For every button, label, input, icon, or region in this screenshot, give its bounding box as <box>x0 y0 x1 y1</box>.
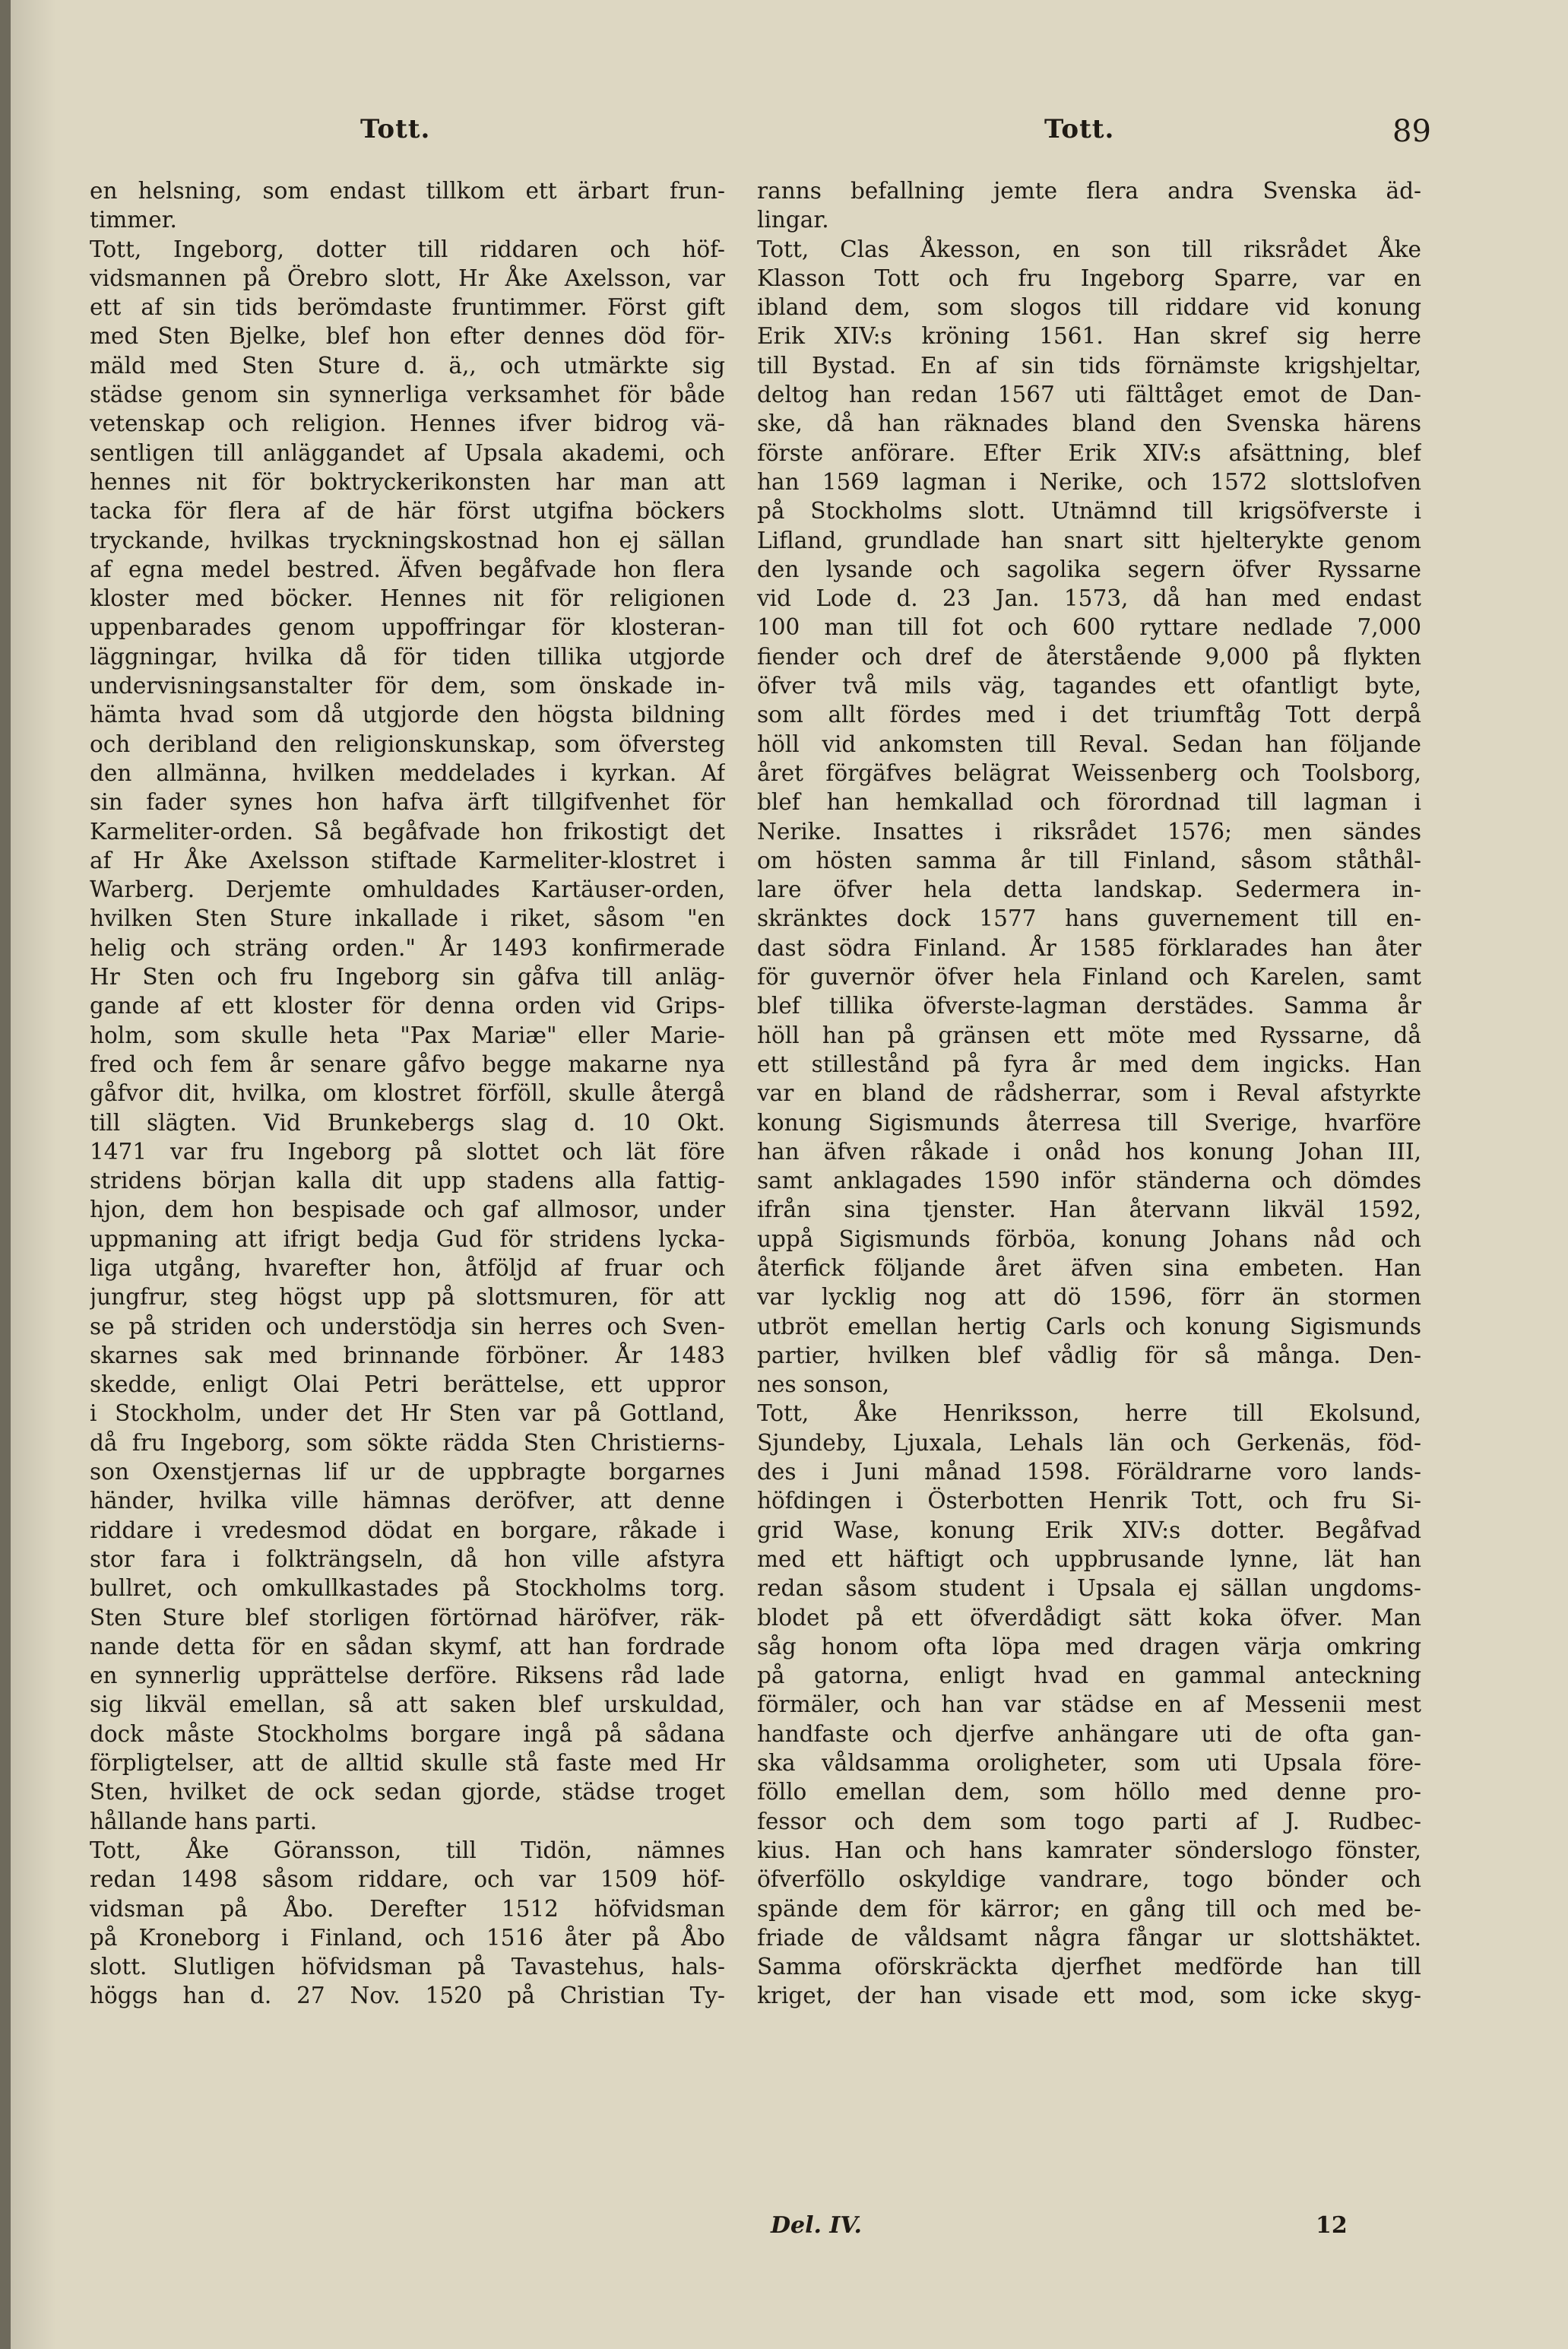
text-line: gande af ett kloster för denna orden vid Grips- <box>90 993 725 1019</box>
text-line: ranns befallning jemte flera andra Svenska äd- <box>757 178 1421 204</box>
text-line: blef han hemkallad och förordnad till lagman i <box>757 789 1421 816</box>
text-line: handfaste och djerfve anhängare uti de ofta gan- <box>757 1720 1421 1747</box>
text-line: ibland dem, som slogos till riddare vid konung <box>757 294 1421 321</box>
text-line: en synnerlig upprättelse derföre. Riksens råd lade <box>90 1663 725 1689</box>
text-line: vid Lode d. 23 Jan. 1573, då han med endast <box>757 585 1421 612</box>
text-line: holm, som skulle heta "Pax Mariæ" eller Marie- <box>90 1022 725 1048</box>
text-line: till slägten. Vid Brunkebergs slag d. 10 Okt. <box>90 1109 725 1136</box>
text-line: stridens början kalla dit upp stadens alla fattig- <box>90 1168 725 1194</box>
page-number: 89 <box>1392 114 1431 149</box>
text-line: året förgäfves belägrat Weissenberg och Toolsborg, <box>757 759 1421 786</box>
text-line: och deribland den religionskunskap, som öfversteg <box>90 731 725 757</box>
text-line: såg honom ofta löpa med dragen värja omkring <box>757 1633 1421 1660</box>
text-line: af Hr Åke Axelsson stiftade Karmeliter-klostret i <box>90 847 725 873</box>
text-line: hållande hans parti. <box>90 1808 318 1834</box>
text-line: fiender och dref de återstående 9,000 på flykten <box>757 643 1421 670</box>
text-line: på gatorna, enligt hvad en gammal anteckning <box>757 1663 1421 1689</box>
text-line: återfick följande året äfven sina embeten. Han <box>757 1254 1421 1281</box>
text-line: liga utgång, hvarefter hon, åtföljd af fruar och <box>90 1254 725 1281</box>
running-head-left: Tott. <box>360 114 431 144</box>
text-line: tryckande, hvilkas tryckningskostnad hon ej sällan <box>90 527 725 553</box>
text-line: lare öfver hela detta landskap. Sedermera in- <box>757 877 1421 903</box>
text-line: sin fader synes hon hafva ärft tillgifvenhet för <box>90 789 725 816</box>
text-line: städse genom sin synnerliga verksamhet för både <box>90 382 725 408</box>
text-line: deltog han redan 1567 uti fälttåget emot de Dan- <box>757 382 1421 408</box>
text-line: Sten Sture blef storligen förtörnad häröfver, räk- <box>90 1604 725 1631</box>
text-line: då fru Ingeborg, som sökte rädda Sten Christierns- <box>90 1429 725 1456</box>
text-line: Erik XIV:s kröning 1561. Han skref sig herre <box>757 323 1421 350</box>
text-line: som allt fördes med i det triumftåg Tott derpå <box>757 702 1421 728</box>
text-line: dock måste Stockholms borgare ingå på sådana <box>90 1720 725 1747</box>
text-line: Lifland, grundlade han snart sitt hjelterykte genom <box>757 527 1421 553</box>
text-line: var lycklig nog att dö 1596, förr än stormen <box>757 1284 1421 1311</box>
text-line: händer, hvilka ville hämnas deröfver, att denne <box>90 1488 725 1514</box>
text-line: Nerike. Insattes i riksrådet 1576; men sändes <box>757 818 1421 845</box>
text-line: af egna medel bestred. Äfven begåfvade hon flera <box>90 556 725 582</box>
right-column <box>757 176 1421 2011</box>
text-line: fred och fem år senare gåfvo begge makarne nya <box>90 1051 725 1077</box>
text-line: skränktes dock 1577 hans guvernement till en- <box>757 905 1421 932</box>
text-line: den allmänna, hvilken meddelades i kyrkan. Af <box>90 759 725 786</box>
text-line: tacka för flera af de här först utgifna böckers <box>90 498 725 525</box>
text-line: läggningar, hvilka då för tiden tillika utgjorde <box>90 643 725 670</box>
text-line: öfverföllo oskyldige vandrare, togo bönder och <box>757 1866 1421 1893</box>
text-line: utbröt emellan hertig Carls och konung Sigismunds <box>757 1313 1421 1339</box>
text-line: Tott, Ingeborg, dotter till riddaren och höf- <box>90 236 725 262</box>
text-line: redan såsom student i Upsala ej sällan ungdoms- <box>757 1575 1421 1602</box>
text-line: slott. Slutligen höfvidsman på Tavastehus, hals- <box>90 1954 725 1980</box>
text-line: samt anklagades 1590 inför ständerna och dömdes <box>757 1168 1421 1194</box>
text-line: skarnes sak med brinnande förböner. År 1483 <box>90 1342 725 1368</box>
text-line: undervisningsanstalter för dem, som önskade in- <box>90 673 725 699</box>
text-line: med Sten Bjelke, blef hon efter dennes död för- <box>90 323 725 350</box>
volume-signature: Del. IV. <box>771 2212 862 2239</box>
text-line: timmer. <box>90 207 177 233</box>
text-line: son Oxenstjernas lif ur de uppbragte borgarnes <box>90 1459 725 1485</box>
text-line: Samma oförskräckta djerfhet medförde han till <box>757 1954 1421 1980</box>
text-line: kloster med böcker. Hennes nit för religionen <box>90 585 725 612</box>
text-line: på Kroneborg i Finland, och 1516 åter på Åbo <box>90 1924 725 1951</box>
text-line: på Stockholms slott. Utnämnd till krigsöfverste i <box>757 498 1421 525</box>
text-line: sentligen till anläggandet af Upsala akademi, och <box>90 439 725 466</box>
left-column <box>90 176 725 2011</box>
text-line: den lysande och sagolika segern öfver Ryssarne <box>757 556 1421 582</box>
text-line: des i Juni månad 1598. Föräldrarne voro lands- <box>757 1459 1421 1485</box>
text-line: kriget, der han visade ett mod, som icke skyg- <box>757 1983 1421 2009</box>
text-line: bullret, och omkullkastades på Stockholms torg. <box>90 1575 725 1602</box>
text-line: Warberg. Derjemte omhuldades Kartäuser-orden, <box>90 877 725 903</box>
text-line: konung Sigismunds återresa till Sverige, hvarföre <box>757 1109 1421 1136</box>
text-line: Tott, Åke Henriksson, herre till Ekolsund, <box>757 1400 1421 1427</box>
text-line: se på striden och understödja sin herres och Sven- <box>90 1313 725 1339</box>
text-line: Sten, hvilket de ock sedan gjorde, städse troget <box>90 1779 725 1805</box>
text-line: med ett häftigt och uppbrusande lynne, lät han <box>757 1545 1421 1572</box>
text-line: vidsman på Åbo. Derefter 1512 höfvidsman <box>90 1895 725 1922</box>
text-line: ifrån sina tjenster. Han återvann likväl 1592, <box>757 1197 1421 1223</box>
text-line: sig likväl emellan, så att saken blef urskuldad, <box>90 1691 725 1718</box>
text-line: Tott, Clas Åkesson, en son till riksrådet Åke <box>757 236 1421 262</box>
text-line: gåfvor dit, hvilka, om klostret förföll, skulle återgå <box>90 1080 725 1107</box>
text-line: dast södra Finland. År 1585 förklarades han åter <box>757 934 1421 961</box>
text-line: riddare i vredesmod dödat en borgare, råkade i <box>90 1517 725 1543</box>
text-line: nande detta för en sådan skymf, att han fordrade <box>90 1633 725 1660</box>
text-line: vidsmannen på Örebro slott, Hr Åke Axelsson, var <box>90 265 725 291</box>
text-line: Hr Sten och fru Ingeborg sin gåfva till anläg- <box>90 964 725 991</box>
text-line: 1471 var fru Ingeborg på slottet och lät före <box>90 1138 725 1165</box>
text-line: han 1569 lagman i Nerike, och 1572 slottslofven <box>757 468 1421 495</box>
text-line: var en bland de rådsherrar, som i Reval afstyrkte <box>757 1080 1421 1107</box>
text-line: helig och sträng orden." År 1493 konfirmerade <box>90 934 725 961</box>
text-line: hvilken Sten Sture inkallade i riket, såsom "en <box>90 905 725 932</box>
text-line: höggs han d. 27 Nov. 1520 på Christian Ty- <box>90 1983 725 2009</box>
text-line: ska våldsamma oroligheter, som uti Upsala före- <box>757 1750 1421 1777</box>
text-line: mäld med Sten Sture d. ä,, och utmärkte sig <box>90 352 725 379</box>
text-line: skedde, enligt Olai Petri berättelse, ett uppror <box>90 1371 725 1398</box>
text-line: Karmeliter-orden. Så begåfvade hon frikostigt det <box>90 818 725 845</box>
text-line: jungfrur, steg högst upp på slottsmuren, för att <box>90 1284 725 1311</box>
text-line: föllo emellan dem, som höllo med denne pro- <box>757 1779 1421 1805</box>
text-line: till Bystad. En af sin tids förnämste krigshjeltar, <box>757 352 1421 379</box>
text-line: hennes nit för boktryckerikonsten har man att <box>90 468 725 495</box>
text-line: blef tillika öfverste-lagman derstädes. Samma år <box>757 993 1421 1019</box>
text-line: 100 man till fot och 600 ryttare nedlade 7,000 <box>757 614 1421 641</box>
text-line: stor fara i folkträngseln, då hon ville afstyra <box>90 1545 725 1572</box>
text-line: redan 1498 såsom riddare, och var 1509 höf- <box>90 1866 725 1893</box>
signature-number: 12 <box>1316 2212 1348 2239</box>
text-line: Sjundeby, Ljuxala, Lehals län och Gerkenäs, föd- <box>757 1429 1421 1456</box>
text-line: ske, då han räknades bland den Svenska härens <box>757 411 1421 437</box>
text-line: uppmaning att ifrigt bedja Gud för stridens lycka- <box>90 1225 725 1252</box>
text-line: spände dem för kärror; en gång till och med be- <box>757 1895 1421 1922</box>
text-line: blodet på ett öfverdådigt sätt koka öfver. Man <box>757 1604 1421 1631</box>
text-line: grid Wase, konung Erik XIV:s dotter. Begåfvad <box>757 1517 1421 1543</box>
running-head-right: Tott. <box>1044 114 1115 144</box>
text-line: öfver två mils väg, tagandes ett ofantligt byte, <box>757 673 1421 699</box>
text-line: friade de våldsamt några fångar ur slottshäktet. <box>757 1924 1421 1951</box>
text-line: hämta hvad som då utgjorde den högsta bildning <box>90 702 725 728</box>
text-line: förpligtelser, att de alltid skulle stå faste med Hr <box>90 1750 725 1777</box>
text-line: för guvernör öfver hela Finland och Karelen, samt <box>757 964 1421 991</box>
text-line: uppenbarades genom uppoffringar för klosteran- <box>90 614 725 641</box>
text-line: höfdingen i Österbotten Henrik Tott, och fru Si- <box>757 1488 1421 1514</box>
text-line: i Stockholm, under det Hr Sten var på Gottland, <box>90 1400 725 1427</box>
text-line: nes sonson, <box>757 1371 890 1398</box>
text-line: Tott, Åke Göransson, till Tidön, nämnes <box>90 1837 725 1863</box>
text-line: hjon, dem hon bespisade och gaf allmosor, under <box>90 1197 725 1223</box>
book-page <box>11 0 1568 2349</box>
text-line: Klasson Tott och fru Ingeborg Sparre, var en <box>757 265 1421 291</box>
text-line: höll vid ankomsten till Reval. Sedan han följande <box>757 731 1421 757</box>
text-line: uppå Sigismunds förböa, konung Johans nåd och <box>757 1225 1421 1252</box>
text-line: höll han på gränsen ett möte med Ryssarne, då <box>757 1022 1421 1048</box>
text-line: ett af sin tids berömdaste fruntimmer. Först gift <box>90 294 725 321</box>
text-line: förmäler, och han var städse en af Messenii mest <box>757 1691 1421 1718</box>
text-line: fessor och dem som togo parti af J. Rudbec- <box>757 1808 1421 1834</box>
text-line: han äfven råkade i onåd hos konung Johan III, <box>757 1138 1421 1165</box>
text-line: kius. Han och hans kamrater sönderslogo fönster, <box>757 1837 1421 1863</box>
text-line: lingar. <box>757 207 829 233</box>
text-line: en helsning, som endast tillkom ett ärbart frun- <box>90 178 725 204</box>
text-line: om hösten samma år till Finland, såsom ståthål- <box>757 847 1421 873</box>
text-line: vetenskap och religion. Hennes ifver bidrog vä- <box>90 411 725 437</box>
text-line: ett stillestånd på fyra år med dem ingicks. Han <box>757 1051 1421 1077</box>
text-line: förste anförare. Efter Erik XIV:s afsättning, blef <box>757 439 1421 466</box>
text-line: partier, hvilken blef vådlig för så många. Den- <box>757 1342 1421 1368</box>
